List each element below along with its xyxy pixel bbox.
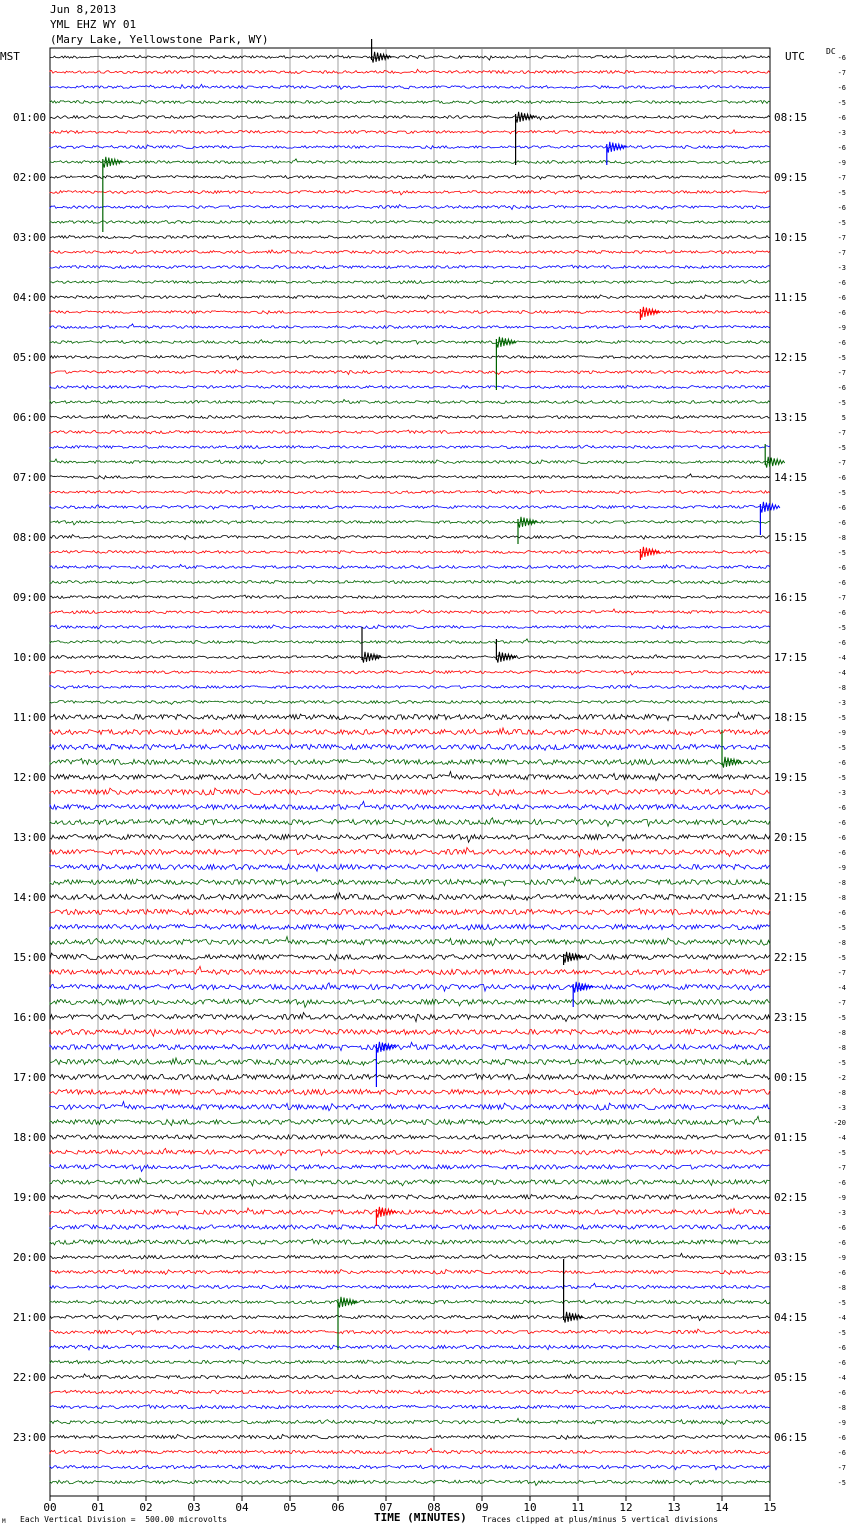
dc-offset-label: -4 <box>837 1314 846 1322</box>
trace-row-25 <box>50 430 770 434</box>
trace-row-49 <box>50 788 770 796</box>
left-hour-label: 16:00 <box>13 1011 47 1024</box>
right-hour-label: 11:15 <box>774 291 808 304</box>
dc-offset-label: -6 <box>837 609 846 617</box>
x-tick-label: 03 <box>187 1501 201 1514</box>
left-hour-label: 11:00 <box>13 711 47 724</box>
trace-row-50 <box>50 801 770 809</box>
dc-offset-label: -7 <box>837 969 846 977</box>
left-hour-label: 05:00 <box>13 351 47 364</box>
dc-offset-label: -3 <box>837 129 846 137</box>
trace-row-2 <box>50 84 770 89</box>
dc-offset-label: -9 <box>837 1254 846 1262</box>
left-hour-label: 01:00 <box>13 111 47 124</box>
dc-offset-label: -6 <box>837 1389 846 1397</box>
dc-offset-label: -6 <box>837 1239 846 1247</box>
trace-row-72 <box>50 1135 770 1139</box>
x-tick-label: 09 <box>475 1501 489 1514</box>
right-hour-label: 03:15 <box>774 1251 808 1264</box>
dc-offset-label: -6 <box>837 819 846 827</box>
right-hour-label: 22:15 <box>774 951 808 964</box>
dc-offset-label: -7 <box>837 249 846 257</box>
trace-row-5 <box>50 130 770 134</box>
dc-offset-label: -5 <box>837 744 846 752</box>
trace-row-55 <box>50 877 770 885</box>
trace-row-4 <box>50 115 770 119</box>
trace-row-56 <box>50 893 770 900</box>
dc-offset-label: -8 <box>837 1044 846 1052</box>
trace-row-7 <box>50 159 770 164</box>
event-coda <box>564 952 584 963</box>
trace-row-43 <box>50 701 770 705</box>
trace-row-8 <box>50 175 770 180</box>
trace-row-81 <box>50 1269 770 1274</box>
dc-offset-label: -20 <box>833 1119 846 1127</box>
trace-row-16 <box>50 294 770 299</box>
trace-row-30 <box>50 505 770 510</box>
x-tick-label: 02 <box>139 1501 153 1514</box>
trace-row-82 <box>50 1283 770 1288</box>
dc-offset-label: -8 <box>837 1089 846 1097</box>
dc-offset-label: -4 <box>837 1134 846 1142</box>
dc-offset-label: -8 <box>837 534 846 542</box>
trace-row-59 <box>50 937 770 946</box>
dc-offset-label: -6 <box>837 1359 846 1367</box>
dc-offset-label: -5 <box>837 954 846 962</box>
trace-row-69 <box>50 1088 770 1095</box>
dc-offset-label: -5 <box>837 549 846 557</box>
event-coda <box>338 1297 358 1308</box>
trace-row-39 <box>50 639 770 644</box>
right-hour-label: 04:15 <box>774 1311 808 1324</box>
right-hour-label: 21:15 <box>774 891 808 904</box>
dc-offset-label: -5 <box>837 399 846 407</box>
trace-row-42 <box>50 685 770 690</box>
trace-row-37 <box>50 609 770 614</box>
dc-offset-label: -8 <box>837 1404 846 1412</box>
dc-offset-label: -7 <box>837 369 846 377</box>
dc-offset-label: -4 <box>837 1374 846 1382</box>
dc-offset-label: -8 <box>837 879 846 887</box>
dc-offset-label: -6 <box>837 279 846 287</box>
clip-note: Traces clipped at plus/minus 5 vertical divisions <box>482 1515 719 1524</box>
dc-offset-label: -6 <box>837 144 846 152</box>
event-coda <box>640 307 660 318</box>
trace-row-29 <box>50 491 770 494</box>
dc-offset-label: -4 <box>837 654 846 662</box>
trace-row-84 <box>50 1315 770 1320</box>
right-hour-label: 00:15 <box>774 1071 808 1084</box>
dc-offset-label: -6 <box>837 204 846 212</box>
trace-row-48 <box>50 772 770 781</box>
trace-row-11 <box>50 221 770 225</box>
dc-offset-label: -5 <box>837 219 846 227</box>
scale-note: Each Vertical Division = 500.00 microvolts <box>20 1515 228 1524</box>
trace-row-13 <box>50 250 770 254</box>
event-coda <box>362 652 382 663</box>
trace-row-54 <box>50 864 770 871</box>
left-hour-label: 19:00 <box>13 1191 47 1204</box>
x-tick-label: 01 <box>91 1501 105 1514</box>
event-coda <box>573 982 593 993</box>
right-hour-label: 12:15 <box>774 351 808 364</box>
trace-row-17 <box>50 311 770 315</box>
trace-row-65 <box>50 1029 770 1036</box>
trace-row-57 <box>50 909 770 916</box>
dc-offset-label: -7 <box>837 999 846 1007</box>
dc-offset-label: -8 <box>837 684 846 692</box>
dc-offset-label: -6 <box>837 1179 846 1187</box>
trace-row-23 <box>50 400 770 404</box>
left-hour-label: 22:00 <box>13 1371 47 1384</box>
dc-offset-label: -6 <box>837 639 846 647</box>
dc-offset-label: -6 <box>837 564 846 572</box>
trace-row-52 <box>50 834 770 842</box>
right-hour-label: 13:15 <box>774 411 808 424</box>
dc-offset-label: -5 <box>837 1479 846 1487</box>
dc-offset-label: -9 <box>837 324 846 332</box>
trace-row-89 <box>50 1390 770 1394</box>
right-hour-label: 19:15 <box>774 771 808 784</box>
dc-offset-label: -5 <box>837 714 846 722</box>
dc-offset-label: -7 <box>837 429 846 437</box>
dc-offset-label: -6 <box>837 1449 846 1457</box>
dc-offset-label: -6 <box>837 849 846 857</box>
x-tick-label: 04 <box>235 1501 249 1514</box>
dc-offset-label: -6 <box>837 1434 846 1442</box>
right-hour-label: 09:15 <box>774 171 808 184</box>
trace-row-47 <box>50 759 770 766</box>
trace-row-6 <box>50 145 770 149</box>
dc-label: DC <box>826 47 836 56</box>
trace-row-20 <box>50 356 770 360</box>
x-tick-label: 05 <box>283 1501 297 1514</box>
trace-row-95 <box>50 1480 770 1485</box>
left-hour-label: 20:00 <box>13 1251 47 1264</box>
trace-row-44 <box>50 712 770 720</box>
dc-offset-label: -6 <box>837 1269 846 1277</box>
dc-offset-label: -3 <box>837 264 846 272</box>
trace-row-93 <box>50 1448 770 1453</box>
trace-row-1 <box>50 69 770 73</box>
x-tick-label: 13 <box>667 1501 681 1514</box>
right-hour-label: 14:15 <box>774 471 808 484</box>
dc-offset-label: -6 <box>837 519 846 527</box>
dc-offset-label: -6 <box>837 804 846 812</box>
trace-row-24 <box>50 415 770 419</box>
trace-row-32 <box>50 535 770 540</box>
trace-row-87 <box>50 1360 770 1364</box>
dc-offset-label: -5 <box>837 1014 846 1022</box>
left-hour-label: 21:00 <box>13 1311 47 1324</box>
dc-offset-label: -7 <box>837 459 846 467</box>
dc-offset-label: -6 <box>837 384 846 392</box>
left-hour-label: 08:00 <box>13 531 47 544</box>
trace-row-10 <box>50 205 770 210</box>
left-hour-label: 23:00 <box>13 1431 47 1444</box>
dc-offset-label: -5 <box>837 189 846 197</box>
event-coda <box>372 52 392 63</box>
dc-offset-label: -6 <box>837 504 846 512</box>
right-hour-label: 06:15 <box>774 1431 808 1444</box>
dc-offset-label: -4 <box>837 984 846 992</box>
x-tick-label: 11 <box>571 1501 585 1514</box>
trace-row-38 <box>50 625 770 629</box>
dc-offset-label: -4 <box>837 669 846 677</box>
dc-offset-label: -6 <box>837 1224 846 1232</box>
left-hour-label: 10:00 <box>13 651 47 664</box>
header-location: (Mary Lake, Yellowstone Park, WY) <box>50 33 269 46</box>
dc-offset-label: -7 <box>837 594 846 602</box>
dc-offset-label: -6 <box>837 759 846 767</box>
header-date: Jun 8,2013 <box>50 3 117 16</box>
trace-row-92 <box>50 1434 770 1439</box>
trace-row-85 <box>50 1329 770 1335</box>
trace-row-18 <box>50 324 770 329</box>
dc-offset-label: -5 <box>837 1059 846 1067</box>
left-hour-label: 13:00 <box>13 831 47 844</box>
dc-offset-label: -7 <box>837 174 846 182</box>
trace-row-86 <box>50 1345 770 1350</box>
left-hour-label: 15:00 <box>13 951 47 964</box>
trace-row-63 <box>50 999 770 1007</box>
trace-row-83 <box>50 1299 770 1304</box>
right-hour-label: 16:15 <box>774 591 808 604</box>
trace-row-64 <box>50 1013 770 1022</box>
dc-offset-label: -9 <box>837 864 846 872</box>
trace-row-67 <box>50 1058 770 1065</box>
trace-row-70 <box>50 1102 770 1111</box>
event-coda <box>518 517 538 528</box>
trace-row-66 <box>50 1042 770 1050</box>
trace-row-0 <box>50 55 770 60</box>
dc-offset-label: -6 <box>837 54 846 62</box>
x-tick-label: 14 <box>715 1501 729 1514</box>
trace-row-26 <box>50 445 770 449</box>
left-hour-label: 14:00 <box>13 891 47 904</box>
x-axis-label: TIME (MINUTES) <box>374 1511 467 1524</box>
dc-offset-label: -5 <box>837 774 846 782</box>
trace-row-79 <box>50 1239 770 1245</box>
left-hour-label: 03:00 <box>13 231 47 244</box>
dc-offset-label: -5 <box>837 354 846 362</box>
right-hour-label: 15:15 <box>774 531 808 544</box>
x-tick-label: 12 <box>619 1501 633 1514</box>
x-tick-label: 15 <box>763 1501 777 1514</box>
dc-offset-label: -5 <box>837 1329 846 1337</box>
trace-row-22 <box>50 385 770 389</box>
x-tick-label: 07 <box>379 1501 393 1514</box>
trace-row-61 <box>50 966 770 974</box>
dc-offset-label: -6 <box>837 834 846 842</box>
left-hour-label: 06:00 <box>13 411 47 424</box>
trace-row-75 <box>50 1178 770 1186</box>
trace-row-94 <box>50 1464 770 1470</box>
left-hour-label: 02:00 <box>13 171 47 184</box>
x-tick-label: 10 <box>523 1501 537 1514</box>
trace-row-78 <box>50 1225 770 1230</box>
dc-offset-label: -3 <box>837 1209 846 1217</box>
dc-offset-label: -8 <box>837 1029 846 1037</box>
right-hour-label: 18:15 <box>774 711 808 724</box>
dc-offset-label: -6 <box>837 84 846 92</box>
dc-offset-label: -6 <box>837 474 846 482</box>
trace-row-3 <box>50 101 770 105</box>
dc-offset-label: -3 <box>837 789 846 797</box>
trace-row-53 <box>50 848 770 857</box>
dc-offset-label: -7 <box>837 69 846 77</box>
dc-offset-label: -6 <box>837 114 846 122</box>
trace-row-91 <box>50 1418 770 1424</box>
left-hour-label: 04:00 <box>13 291 47 304</box>
right-hour-label: 10:15 <box>774 231 808 244</box>
dc-offset-label: -6 <box>837 294 846 302</box>
trace-row-73 <box>50 1148 770 1155</box>
trace-row-33 <box>50 550 770 553</box>
dc-offset-label: 5 <box>841 414 846 422</box>
right-hour-label: 05:15 <box>774 1371 808 1384</box>
left-hour-label: 12:00 <box>13 771 47 784</box>
trace-row-19 <box>50 340 770 345</box>
x-tick-label: 06 <box>331 1501 345 1514</box>
event-coda <box>722 757 742 768</box>
trace-row-88 <box>50 1374 770 1379</box>
trace-row-15 <box>50 280 770 284</box>
left-hour-label: 17:00 <box>13 1071 47 1084</box>
dc-offset-label: -7 <box>837 1464 846 1472</box>
dc-offset-label: -8 <box>837 939 846 947</box>
trace-row-35 <box>50 581 770 584</box>
trace-row-68 <box>50 1074 770 1081</box>
trace-row-51 <box>50 818 770 826</box>
trace-row-71 <box>50 1116 770 1125</box>
dc-offset-label: -3 <box>837 1104 846 1112</box>
dc-offset-label: -5 <box>837 624 846 632</box>
dc-offset-label: -9 <box>837 159 846 167</box>
corner-mark: M <box>2 1518 6 1525</box>
dc-offset-label: -5 <box>837 444 846 452</box>
dc-offset-label: -8 <box>837 894 846 902</box>
x-tick-label: 00 <box>43 1501 57 1514</box>
trace-row-36 <box>50 595 770 598</box>
dc-offset-label: -6 <box>837 1344 846 1352</box>
trace-row-40 <box>50 655 770 659</box>
left-hour-label: 09:00 <box>13 591 47 604</box>
dc-offset-label: -7 <box>837 234 846 242</box>
trace-row-46 <box>50 744 770 750</box>
dc-offset-label: -3 <box>837 699 846 707</box>
trace-row-77 <box>50 1208 770 1215</box>
dc-offset-label: -6 <box>837 909 846 917</box>
dc-offset-label: -7 <box>837 1164 846 1172</box>
dc-offset-label: -5 <box>837 1149 846 1157</box>
trace-row-31 <box>50 521 770 525</box>
trace-row-28 <box>50 474 770 479</box>
dc-offset-label: -9 <box>837 1194 846 1202</box>
dc-offset-label: -6 <box>837 309 846 317</box>
trace-row-45 <box>50 728 770 735</box>
trace-row-41 <box>50 671 770 675</box>
x-tick-label: 08 <box>427 1501 441 1514</box>
dc-offset-label: -9 <box>837 1419 846 1427</box>
dc-offset-label: -5 <box>837 1299 846 1307</box>
dc-offset-label: -8 <box>837 1284 846 1292</box>
left-hour-label: 07:00 <box>13 471 47 484</box>
left-timezone-label: MST <box>0 50 20 63</box>
dc-offset-label: -5 <box>837 99 846 107</box>
trace-row-60 <box>50 953 770 961</box>
dc-offset-label: -5 <box>837 924 846 932</box>
trace-row-90 <box>50 1405 770 1409</box>
header-station: YML EHZ WY 01 <box>50 18 137 31</box>
right-hour-label: 17:15 <box>774 651 808 664</box>
right-timezone-label: UTC <box>785 50 805 63</box>
trace-row-9 <box>50 191 770 195</box>
right-hour-label: 01:15 <box>774 1131 808 1144</box>
dc-offset-label: -6 <box>837 339 846 347</box>
dc-offset-label: -5 <box>837 489 846 497</box>
dc-offset-label: -6 <box>837 579 846 587</box>
right-hour-label: 23:15 <box>774 1011 808 1024</box>
dc-offset-label: -2 <box>837 1074 846 1082</box>
right-hour-label: 08:15 <box>774 111 808 124</box>
right-hour-label: 02:15 <box>774 1191 808 1204</box>
trace-row-80 <box>50 1253 770 1259</box>
trace-row-76 <box>50 1195 770 1200</box>
trace-row-58 <box>50 924 770 930</box>
trace-row-14 <box>50 265 770 269</box>
trace-row-34 <box>50 565 770 569</box>
trace-row-62 <box>50 983 770 991</box>
trace-row-27 <box>50 459 770 464</box>
trace-row-21 <box>50 370 770 375</box>
dc-offset-label: -9 <box>837 729 846 737</box>
trace-row-12 <box>50 235 770 239</box>
right-hour-label: 20:15 <box>774 831 808 844</box>
left-hour-label: 18:00 <box>13 1131 47 1144</box>
trace-row-74 <box>50 1165 770 1172</box>
